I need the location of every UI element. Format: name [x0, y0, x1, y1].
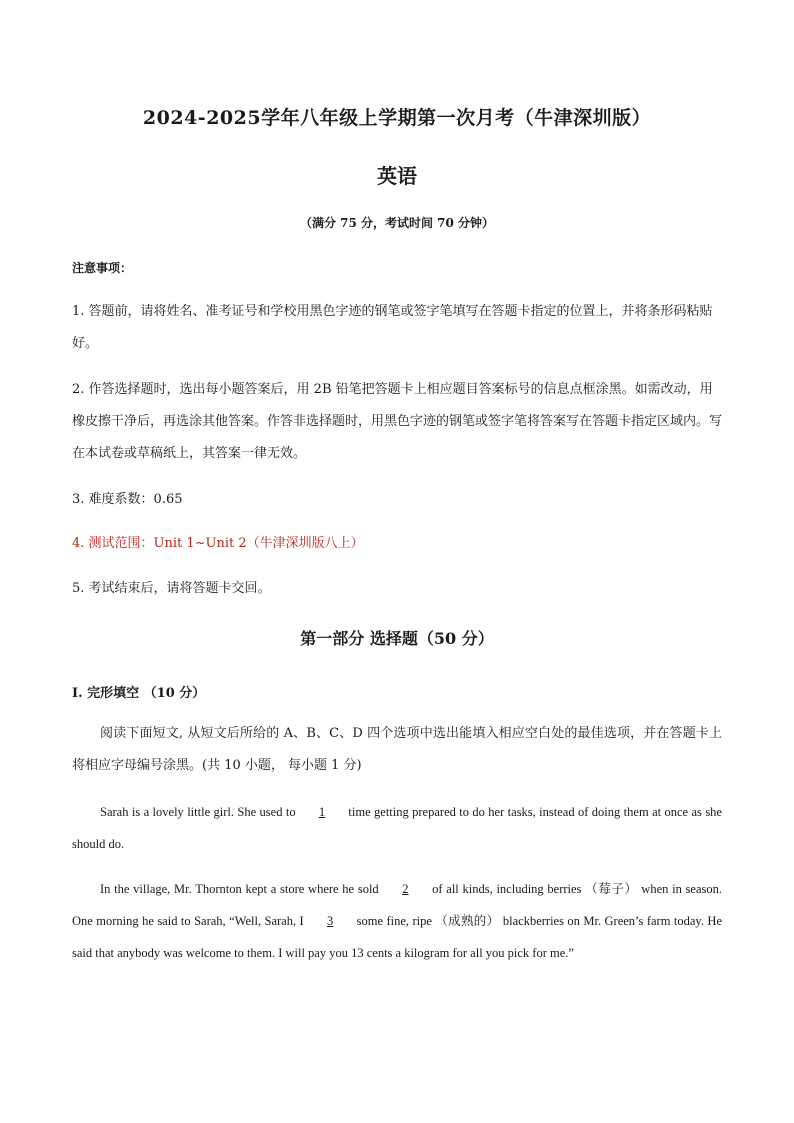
- sub-heading: I. 完形填空 （10 分）: [72, 686, 206, 701]
- passage-text: time getting prepared to do her tasks, instead of doing them at once as she should do.: [72, 805, 722, 851]
- subject-title: 英语: [377, 164, 417, 188]
- notice-item-number: 1.: [72, 304, 85, 319]
- notice-item-text: 测试范围：Unit 1~Unit 2（牛津深圳版八上）: [88, 536, 364, 551]
- passage-text: In the village, Mr. Thornton kept a store where he sold: [100, 882, 383, 896]
- notice-item-2: [72, 374, 722, 470]
- passage-text: some fine, ripe （成熟的） blackberries on Mr. Green’s farm today. He said that anybody was welcome to them. I will pay you 13 cents a kilogram for all you pick for me.”: [72, 914, 722, 960]
- notice-heading: 注意事项：: [72, 261, 133, 275]
- blank-1: 1: [318, 805, 326, 819]
- notice-item-number: 5.: [72, 581, 85, 596]
- notice-item-4: [72, 528, 722, 560]
- passage-text: Sarah is a lovely little girl. She used to: [100, 805, 299, 819]
- passage-text: of all kinds, including berries （莓子） when in season. One morning he said to Sarah, “Well, Sarah, I: [72, 882, 722, 928]
- section-heading: 第一部分 选择题（50 分）: [300, 629, 494, 648]
- notice-item-number: 2.: [72, 382, 85, 397]
- notice-item-number: 4.: [72, 536, 85, 551]
- instruction-paragraph: 阅读下面短文, 从短文后所给的 A、B、C、D 四个选项中选出能填入相应空白处的最佳选项，并在答题卡上将相应字母编号涂黑。(共 10 小题， 每小题 1 分): [72, 726, 722, 773]
- notice-item-5: [72, 573, 722, 605]
- passage-paragraph-1: [72, 796, 722, 860]
- notice-item-text: 难度系数：0.65: [88, 492, 183, 507]
- notice-item-text: 考试结束后，请将答题卡交回。: [88, 581, 271, 596]
- notice-item-number: 3.: [72, 492, 85, 507]
- notice-item-text: 作答选择题时，选出每小题答案后，用 2B 铅笔把答题卡上相应题目答案标号的信息点框涂黑。如需改动，用橡皮擦干净后，再选涂其他答案。作答非选择题时，用黑色字迹的钢笔或签字笔将答案写在答题卡指定区域内。写在本试卷或草稿纸上，其答案一律无效。: [72, 382, 723, 461]
- notice-item-3: [72, 484, 722, 516]
- notice-item-text: 答题前，请将姓名、准考证号和学校用黑色字迹的钢笔或签字笔填写在答题卡指定的位置上，并将条形码粘贴好。: [72, 304, 713, 351]
- score-note: （满分 75 分，考试时间 70 分钟）: [299, 216, 495, 230]
- notice-item-1: [72, 296, 722, 360]
- blank-2: 2: [402, 882, 409, 896]
- exam-title: 2024-2025学年八年级上学期第一次月考（牛津深圳版）: [142, 107, 652, 129]
- blank-3: 3: [327, 914, 334, 928]
- passage-paragraph-2: [72, 873, 722, 969]
